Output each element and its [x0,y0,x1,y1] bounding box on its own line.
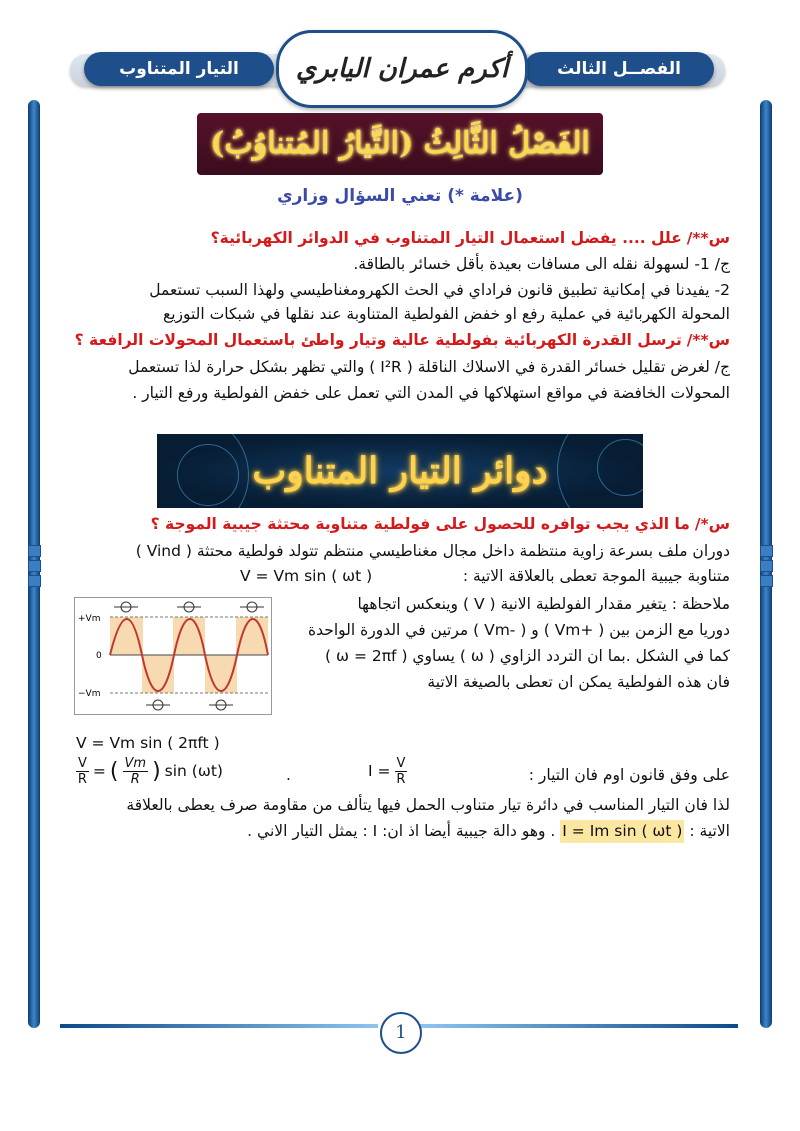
note-line-2: دوريا مع الزمن بين ( +Vm ) و ( -Vm ) مرتين في الدورة الواحدة [308,621,730,639]
right-side-tab [760,575,773,587]
left-side-tab [28,575,41,587]
ohm-law-text: على وفق قانون اوم فان التيار : [528,766,730,784]
answer-1-point-2-line-2: المحولة الكهربائية في عملية رفع او خفض الفولطية المتناوبة عند نقلها في شبكات التوزيع [162,305,730,323]
equation-v-2pift: V = Vm sin ( 2πft ) [76,734,220,752]
final-line-1: لذا فان التيار المناسب في دائرة تيار متناوب الحمل فيها يتألف من مقاومة صرف يعطى بالعلاقة [126,796,730,814]
question-2 [70,329,730,352]
final-line-2-end: . وهو دالة جيبية أيضا اذ ان: I : يمثل التيار الاني . [247,822,556,840]
footer-line-left [60,1024,378,1028]
final-line-2 [70,820,730,843]
right-side-tab [760,560,773,572]
equation-v-sin: V = Vm sin ( ωt ) [240,567,373,585]
question-1-text: علل .... يفضل استعمال التيار المتناوب في الدوائر الكهربائية؟ [210,229,682,247]
author-logo [276,30,528,108]
y-label-bottom: −Vm [78,689,101,699]
separator-dot: . [286,766,291,784]
answer-1-point-2-line-1: 2- يفيدنا في إمكانية تطبيق قانون فراداي في الحث الكهرومغناطيسي ولهذا السبب تستعمل [149,281,730,299]
fraction-vm-r: $\frac{Vm}{R}$ [124,756,147,787]
y-label-zero: 0 [96,651,102,661]
header-chapter-topic: التيار المتناوب [84,52,274,86]
answer-2-line-2: المحولات الخافضة في مواقع استهلاكها في المدن التي تعمل على خفض الفولطية ورفع التيار . [132,384,730,402]
equation-v-over-r: $\frac{V}{R}$ = ( $\frac{Vm}{R}$ ) sin (ωt) [77,756,223,787]
author-logo-text: أكرم عمران اليابري [295,54,509,84]
question-2-prefix: س**/ [686,331,730,349]
y-label-top: +Vm [78,614,101,624]
answer-1-point-1: ج/ 1- لسهولة نقله الى مسافات بعيدة بأقل خسائر بالطاقة. [353,255,730,273]
section-title: دوائر التيار المتناوب [252,450,548,492]
question-2-text: ترسل القدرة الكهربائية بفولطية عالية وتيار واطئ باستعمال المحولات الرافعة ؟ [74,331,682,349]
fraction-v-r: $\frac{V}{R}$ [77,756,87,787]
chapter-title: الفَصْلُ الثَّالِثُ (التَّيارُ المُتناوُبُ) [210,126,590,161]
footer-line-right [420,1024,738,1028]
equation-sin-term: sin (ωt) [164,762,223,780]
question-1 [70,227,730,250]
header-chapter-number: الفصــل الثالث [524,52,714,86]
question-3-text: ما الذي يجب توافره للحصول على فولطية متناوبة محتثة جيبية الموجة ؟ [150,515,690,533]
right-side-tab [760,545,773,557]
page-number: 1 [380,1012,422,1054]
left-side-tab [28,545,41,557]
chapter-title-banner [197,113,603,175]
left-side-tab [28,560,41,572]
sine-wave-figure [74,597,272,715]
final-line-2-start: الاتية : [689,822,730,840]
answer-3-line-2: متناوبة جيبية الموجة تعطى بالعلاقة الاتية : [462,567,730,585]
ministerial-note: (علامة *) تعني السؤال وزاري [277,186,523,206]
ohm-current-equation: I = $\frac{V}{R}$ [368,756,406,787]
highlighted-current-equation: I = Im sin ( ωt ) [560,820,684,843]
answer-3-line-1: دوران ملف بسرعة زاوية منتظمة داخل مجال مغناطيسي منتظم تتولد فولطية محتثة ( Vind ) [135,542,730,560]
question-3-prefix: س*/ [694,515,730,533]
fraction-current: $\frac{V}{R}$ [396,756,406,787]
section-title-banner [157,434,643,508]
question-1-prefix: س**/ [686,229,730,247]
note-line-3: كما في الشكل .بما ان التردد الزاوي ( ω ) يساوي ( ω = 2πf ) [325,647,730,665]
note-line-1: ملاحظة : يتغير مقدار الفولطية الانية ( V ) وينعكس اتجاهها [357,595,730,613]
question-3 [70,513,730,536]
answer-2-line-1: ج/ لغرض تقليل خسائر القدرة في الاسلاك الناقلة ( I²R ) والتي تظهر بشكل حرارة لذا تستعمل [128,358,730,376]
note-line-4: فان هذه الفولطية يمكن ان تعطى بالصيغة الاتية [427,673,730,691]
